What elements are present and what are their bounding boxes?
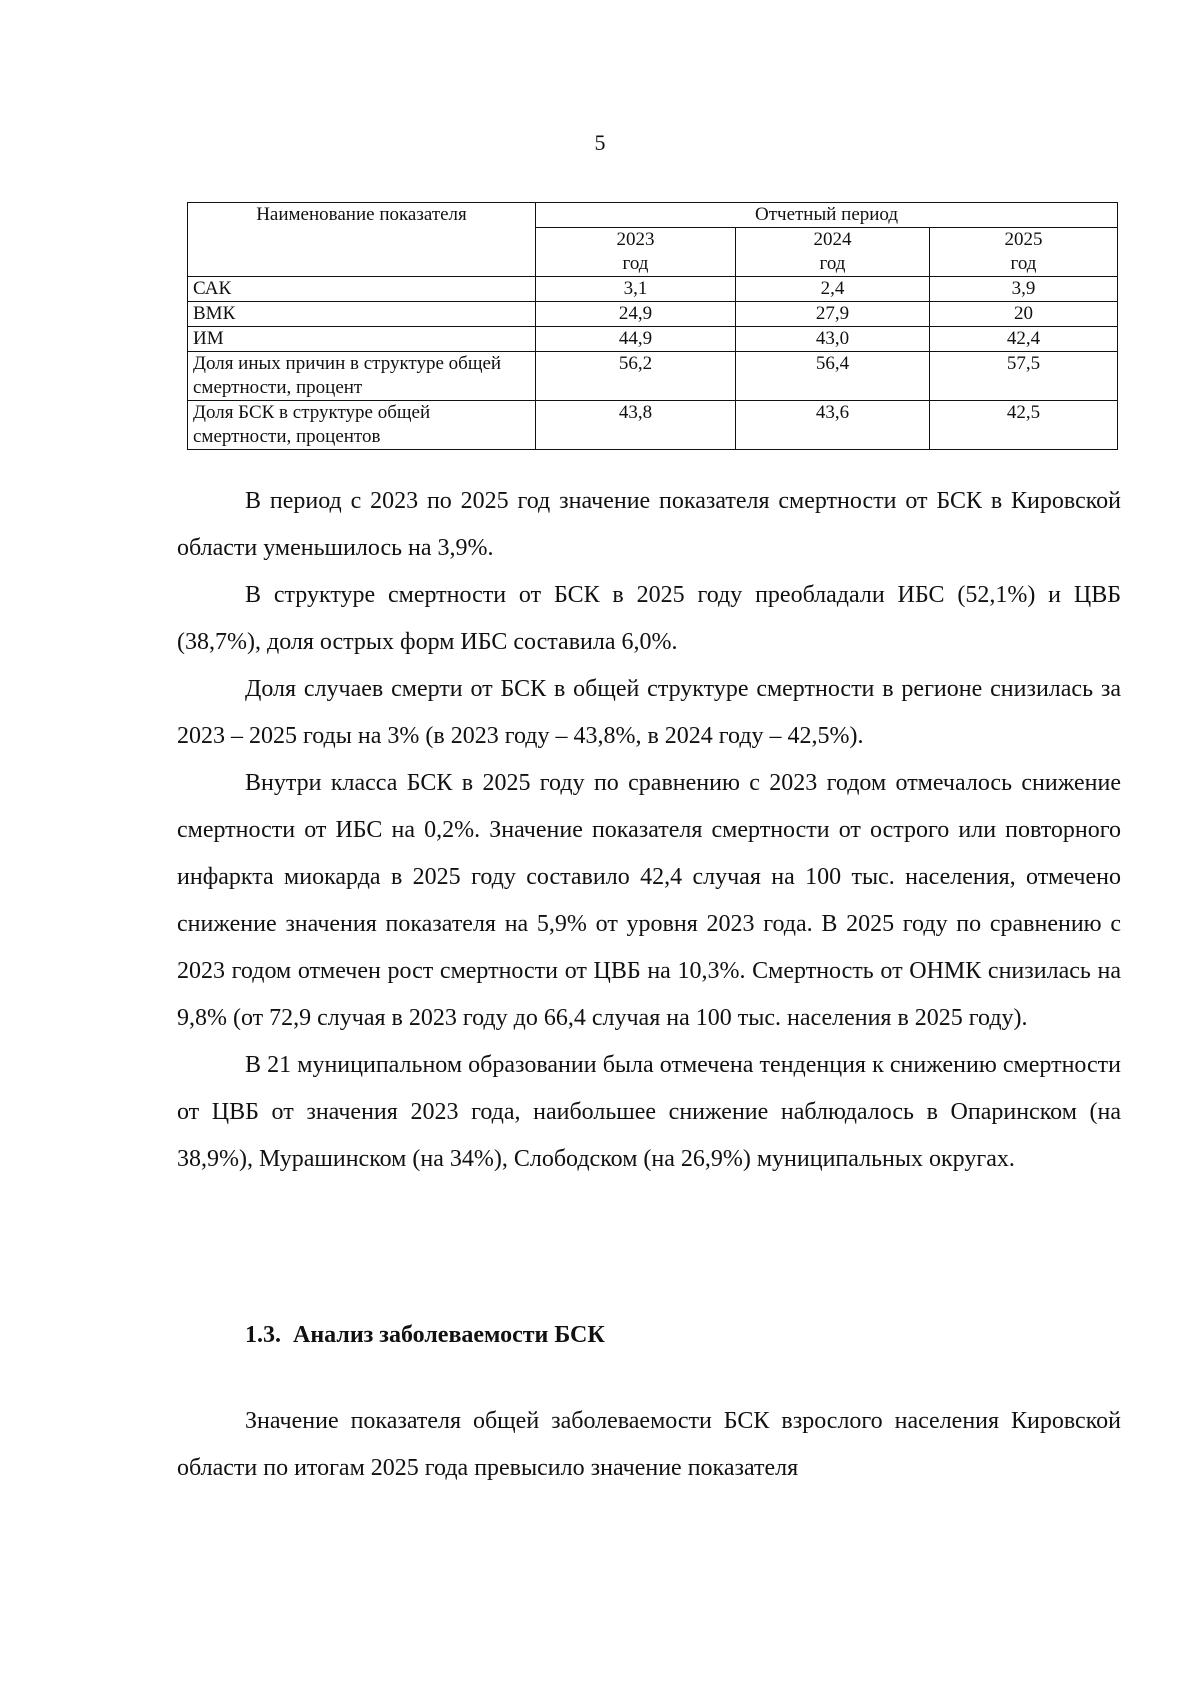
- cell-value: 3,1: [536, 277, 736, 302]
- paragraph: В 21 муниципальном образовании была отмечена тенденция к снижению смертности от ЦВБ от значения 2023 года, наибольшее снижение наблюдалось в Опаринском (на 38,9%), Мурашинском (на 34%), Слободском (на 26,9%) муниципальных округах.: [177, 1052, 1121, 1172]
- cell-value: 44,9: [536, 327, 736, 352]
- year-unit: год: [622, 253, 649, 274]
- year-value: 2025: [1004, 229, 1043, 250]
- section-number: 1.3.: [245, 1322, 281, 1348]
- cell-value: 27,9: [736, 302, 930, 327]
- year-header-2025: [930, 228, 1118, 277]
- paragraph: В период с 2023 по 2025 год значение показателя смертности от БСК в Кировской области уменьшилось на 3,9%.: [177, 488, 1121, 561]
- cell-value: 42,5: [930, 401, 1118, 450]
- cell-value: 2,4: [736, 277, 930, 302]
- paragraph: Внутри класса БСК в 2025 году по сравнению с 2023 годом отмечалось снижение смертности от ИБС на 0,2%. Значение показателя смертности от острого или повторного инфаркта миокарда в 2025 году составило 42,4 случая на 100 тыс. населения, отмечено снижение значения показателя на 5,9% от уровня 2023 года. В 2025 году по сравнению с 2023 годом отмечен рост смертности от ЦВБ на 10,3%. Смертность от ОНМК снизилась на 9,8% (от 72,9 случая в 2023 году до 66,4 случая на 100 тыс. населения в 2025 году).: [177, 770, 1121, 1031]
- year-value: 2024: [813, 229, 852, 250]
- year-header-2024: [736, 228, 930, 277]
- row-label: ИМ: [188, 327, 536, 352]
- year-value: 2023: [616, 229, 655, 250]
- cell-value: 43,6: [736, 401, 930, 450]
- table-row: [188, 302, 1118, 327]
- table-row: [188, 352, 1118, 401]
- cell-value: 56,2: [536, 352, 736, 401]
- year-unit: год: [1010, 253, 1037, 274]
- cell-value: 57,5: [930, 352, 1118, 401]
- paragraph: В структуре смертности от БСК в 2025 году преобладали ИБС (52,1%) и ЦВБ (38,7%), доля острых форм ИБС составила 6,0%.: [177, 582, 1121, 655]
- year-header-2023: [536, 228, 736, 277]
- paragraph: Доля случаев смерти от БСК в общей структуре смертности в регионе снизилась за 2023 – 2025 годы на 3% (в 2023 году – 43,8%, в 2024 году – 42,5%).: [177, 676, 1121, 749]
- indicator-name-header: Наименование показателя: [188, 203, 536, 277]
- cell-value: 43,8: [536, 401, 736, 450]
- row-label: ВМК: [188, 302, 536, 327]
- cell-value: 3,9: [930, 277, 1118, 302]
- cell-value: 43,0: [736, 327, 930, 352]
- cell-value: 20: [930, 302, 1118, 327]
- row-label: Доля иных причин в структуре общей смертности, процент: [188, 352, 536, 401]
- row-label: САК: [188, 277, 536, 302]
- paragraph: Значение показателя общей заболеваемости БСК взрослого населения Кировской области по итогам 2025 года превысило значение показателя: [177, 1408, 1121, 1481]
- row-label: Доля БСК в структуре общей смертности, процентов: [188, 401, 536, 450]
- cell-value: 42,4: [930, 327, 1118, 352]
- indicators-table: [187, 202, 1118, 450]
- section-title: Анализ заболеваемости БСК: [293, 1322, 605, 1348]
- table-row: [188, 401, 1118, 450]
- cell-value: 56,4: [736, 352, 930, 401]
- year-unit: год: [819, 253, 846, 274]
- section-body-text: [177, 1398, 1121, 1492]
- section-heading: [245, 1322, 605, 1349]
- body-text: [177, 478, 1121, 1183]
- reporting-period-header: Отчетный период: [536, 203, 1118, 228]
- table-header-row: [188, 203, 1118, 228]
- table-row: [188, 277, 1118, 302]
- table-row: [188, 327, 1118, 352]
- page-number: 5: [594, 130, 606, 155]
- cell-value: 24,9: [536, 302, 736, 327]
